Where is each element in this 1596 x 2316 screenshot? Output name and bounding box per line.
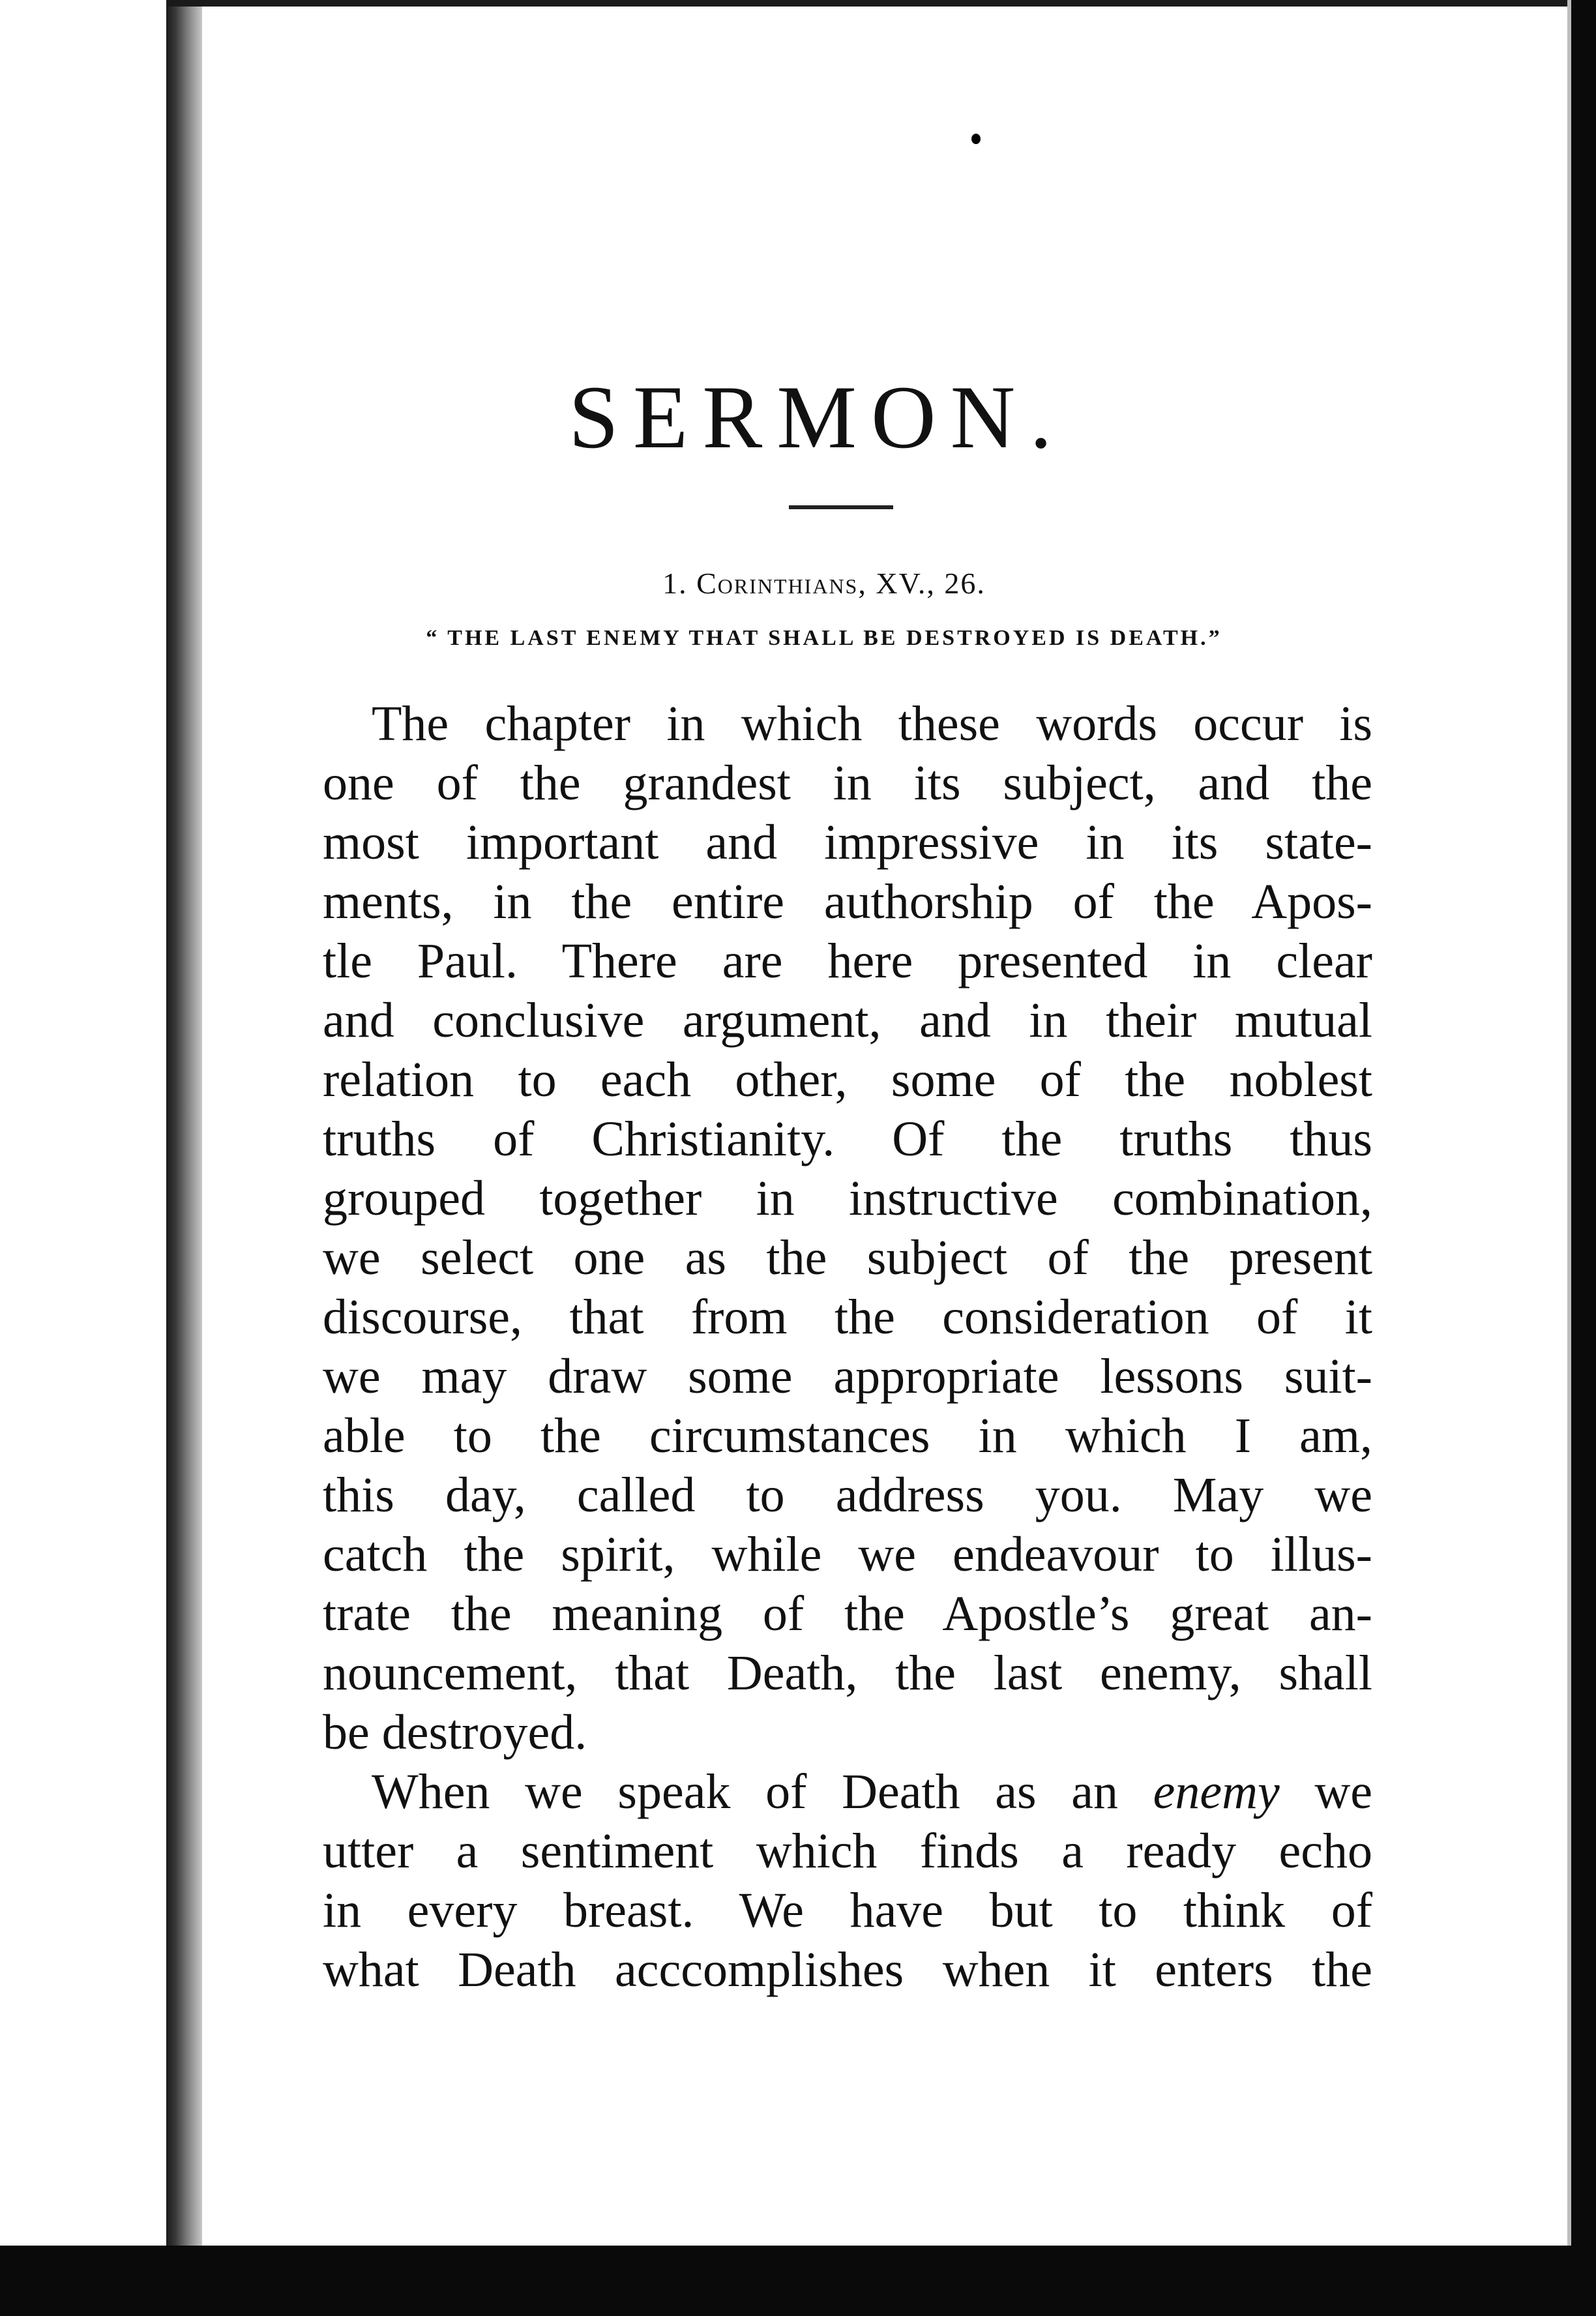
left-gutter — [0, 0, 177, 2316]
text-line: this day, called to address you. May we — [323, 1468, 1372, 1522]
top-scan-edge — [166, 0, 1574, 7]
right-scan-border — [1571, 0, 1596, 2316]
epigraph: “ THE LAST ENEMY THAT SHALL BE DESTROYED IS DEATH.” — [426, 626, 1222, 650]
bottom-scan-border — [0, 2246, 1596, 2316]
paragraph-2 — [323, 1762, 1372, 2000]
text-line: truths of Christianity. Of the truths thus — [323, 1112, 1372, 1166]
text-line: we may draw some appropriate lessons suit- — [323, 1349, 1372, 1404]
text-line: be destroyed. — [323, 1705, 587, 1760]
text-fragment: When we speak of Death as an — [372, 1764, 1118, 1819]
text-line: one of the grandest in its subject, and the — [323, 756, 1372, 810]
text-line: relation to each other, some of the noblest — [323, 1052, 1372, 1107]
text-line: The chapter in which these words occur is — [372, 696, 1372, 751]
text-line: ments, in the entire authorship of the Apos- — [323, 874, 1372, 929]
emphasis-word: enemy — [1153, 1764, 1280, 1819]
text-line: able to the circumstances in which I am, — [323, 1408, 1372, 1463]
text-line: trate the meaning of the Apostle’s great an- — [323, 1586, 1372, 1641]
paragraph-1 — [323, 694, 1372, 1762]
text-fragment: we — [1314, 1764, 1373, 1819]
text-line — [323, 1762, 1372, 1822]
title-rule — [789, 505, 893, 509]
text-line: in every breast. We have but to think of — [323, 1883, 1372, 1938]
text-line: and conclusive argument, and in their mutual — [323, 993, 1372, 1048]
text-line: discourse, that from the consideration of it — [323, 1290, 1372, 1344]
text-line: catch the spirit, while we endeavour to illus- — [323, 1527, 1372, 1582]
text-line: grouped together in instructive combination, — [323, 1171, 1372, 1226]
ink-speck — [971, 134, 981, 144]
text-line: most important and impressive in its state- — [323, 815, 1372, 870]
text-line: tle Paul. There are here presented in clear — [323, 934, 1372, 988]
text-line: we select one as the subject of the present — [323, 1230, 1372, 1285]
page-title: SERMON. — [569, 367, 1067, 467]
scripture-reference: 1. Corinthians, XV., 26. — [662, 567, 986, 600]
sermon-body — [323, 694, 1372, 2000]
text-line: utter a sentiment which finds a ready echo — [323, 1824, 1372, 1878]
text-line: what Death acccomplishes when it enters the — [323, 1942, 1372, 1997]
text-line: nouncement, that Death, the last enemy, shall — [323, 1646, 1372, 1700]
